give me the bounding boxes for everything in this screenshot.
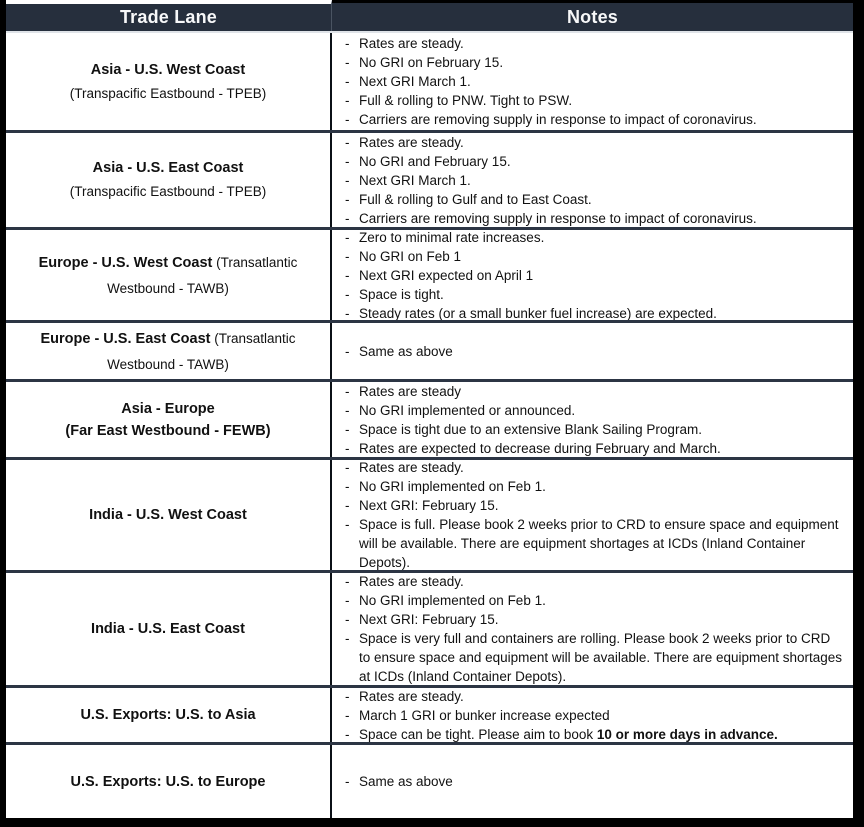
bullet-dash: - [345,574,350,589]
notes-cell [332,573,853,685]
table-row [6,379,853,457]
note-item [345,53,843,72]
bullet-dash: - [345,74,350,89]
note-item [345,304,843,321]
note-item [345,171,843,190]
bullet-dash: - [345,479,350,494]
note-text: Rates are steady [359,383,462,399]
note-text: No GRI and February 15. [359,153,511,169]
lane-subtitle: (Transatlantic Westbound - TAWB) [107,330,296,372]
column-header-notes-label: Notes [566,6,618,27]
lane-name: U.S. Exports: U.S. to Europe [70,773,266,790]
bullet-dash: - [345,498,350,513]
bullet-dash: - [345,726,350,742]
note-text: Same as above [359,774,453,789]
note-text: Steady rates (or a small bunker fuel increase) are expected. [359,305,717,320]
note-text: Space is very full and containers are rolling. Please book 2 weeks prior to CRD to ensure space and equipment will be available. There are equipment shortages at ICDs (Inland Container Depots). [359,631,843,684]
trade-lane-cell [6,745,332,818]
trade-lane-cell [6,382,332,457]
notes-cell [332,230,853,320]
note-item [345,610,843,629]
lane-name: U.S. Exports: U.S. to Asia [80,707,256,723]
note-item [345,266,843,285]
bullet-dash: - [345,440,350,456]
note-item [345,152,843,171]
note-item [345,285,843,304]
notes-list [345,687,843,743]
bullet-dash: - [345,172,350,188]
bullet-dash: - [345,707,350,723]
note-item [345,209,843,228]
note-item [345,496,843,515]
note-item [345,458,843,477]
bullet-dash: - [345,383,350,399]
note-text: Space is tight. [359,286,444,302]
bullet-dash: - [345,210,350,226]
note-text: Carriers are removing supply in response to impact of coronavirus. [359,210,757,226]
lane-name: Europe - U.S. West Coast [38,254,213,271]
bullet-dash: - [345,631,350,646]
bullet-dash: - [345,286,350,302]
note-text: No GRI implemented on Feb 1. [359,593,546,608]
note-text-bold: 10 or more days in advance. [596,726,778,742]
bullet-dash: - [345,55,350,70]
lane-subtitle: (Transpacific Eastbound - TPEB) [69,85,267,101]
note-text: Carriers are removing supply in response to impact of coronavirus. [359,112,757,127]
note-item [345,228,843,247]
note-item [345,342,843,361]
table-row [6,33,853,130]
note-text: No GRI implemented or announced. [359,402,576,418]
note-item [345,629,843,685]
note-text: Rates are expected to decrease during February and March. [359,440,721,456]
lane-title [22,250,314,301]
note-item [345,477,843,496]
note-item [345,420,843,439]
trade-lane-cell [6,573,332,685]
notes-cell [332,323,853,379]
bullet-dash: - [345,248,350,264]
trade-lane-notes-table [6,0,853,818]
note-text: Next GRI: February 15. [359,612,499,627]
notes-cell [332,745,853,818]
column-header-trade-lane [6,0,332,31]
note-text: Full & rolling to PNW. Tight to PSW. [359,93,573,108]
trade-lane-cell [6,460,332,570]
note-text: March 1 GRI or bunker increase expected [359,707,610,723]
notes-list [345,342,843,361]
bullet-dash: - [345,134,350,150]
column-header-notes [332,0,853,31]
note-text: Space can be tight. Please aim to book 10 or more days in advance. [359,726,778,742]
trade-lane-cell [6,323,332,379]
note-text: Rates are steady. [359,574,464,589]
table-row [6,570,853,685]
bullet-dash: - [345,191,350,207]
lane-name: Asia - Europe [121,400,215,417]
note-text: Full & rolling to Gulf and to East Coast. [359,191,592,207]
trade-lane-cell [6,688,332,742]
notes-cell [332,460,853,570]
notes-cell [332,382,853,457]
table-row [6,742,853,818]
table-row [6,320,853,379]
bullet-dash: - [345,421,350,437]
note-text: Space is full. Please book 2 weeks prior to CRD to ensure space and equipment will be available. There are equipment shortages at ICDs (Inland Container Depots). [359,517,839,570]
bullet-dash: - [345,402,350,418]
trade-lane-cell [6,133,332,227]
bullet-dash: - [345,774,350,789]
note-item [345,110,843,129]
bullet-dash: - [345,93,350,108]
note-item [345,725,843,743]
lane-name: India - U.S. West Coast [89,507,247,523]
note-item [345,706,843,725]
note-item [345,515,843,570]
notes-list [345,572,843,685]
trade-lane-cell [6,33,332,130]
notes-list [345,133,843,228]
table-row [6,130,853,227]
note-item [345,190,843,209]
table-row [6,685,853,742]
notes-cell [332,133,853,227]
bullet-dash: - [345,229,350,245]
note-text: Next GRI March 1. [359,172,471,188]
note-text: Same as above [359,343,453,359]
table-row [6,457,853,570]
bullet-dash: - [345,688,350,704]
trade-lane-cell [6,230,332,320]
lane-name: India - U.S. East Coast [91,621,245,637]
note-text: Zero to minimal rate increases. [359,229,545,245]
note-item [345,72,843,91]
bullet-dash: - [345,36,350,51]
lane-name: Europe - U.S. East Coast [40,330,211,347]
note-item [345,133,843,152]
note-text: No GRI on Feb 1 [359,248,462,264]
bullet-dash: - [345,343,350,359]
note-item [345,382,843,401]
note-item [345,91,843,110]
bullet-dash: - [345,112,350,127]
note-item [345,247,843,266]
note-item [345,34,843,53]
note-text: Rates are steady. [359,688,464,704]
table-body [6,33,853,818]
bullet-dash: - [345,593,350,608]
note-text: Space is tight due to an extensive Blank Sailing Program. [359,421,702,437]
lane-name: Asia - U.S. East Coast [92,160,244,176]
note-item [345,687,843,706]
notes-list [345,382,843,458]
column-header-trade-lane-label: Trade Lane [119,7,218,27]
lane-title [22,326,314,377]
bullet-dash: - [345,305,350,320]
note-text: Next GRI March 1. [359,74,471,89]
lane-name: Asia - U.S. West Coast [90,61,246,78]
note-item [345,591,843,610]
notes-list [345,458,843,570]
note-text: No GRI on February 15. [359,55,504,70]
note-text: Next GRI: February 15. [359,498,499,513]
notes-cell [332,33,853,130]
notes-cell [332,688,853,742]
bullet-dash: - [345,517,350,532]
bullet-dash: - [345,267,350,283]
note-item [345,772,843,791]
note-text: Next GRI expected on April 1 [359,267,534,283]
bullet-dash: - [345,612,350,627]
lane-subtitle: (Transatlantic Westbound - TAWB) [107,254,298,296]
bullet-dash: - [345,153,350,169]
table-header [6,0,853,33]
note-text: Rates are steady. [359,460,464,475]
notes-list [345,228,843,321]
note-item [345,439,843,458]
notes-list [345,34,843,129]
lane-subtitle: (Far East Westbound - FEWB) [65,422,271,439]
note-text: Rates are steady. [359,134,464,150]
note-item [345,572,843,591]
note-text: No GRI implemented on Feb 1. [359,479,546,494]
bullet-dash: - [345,460,350,475]
note-item [345,401,843,420]
lane-subtitle: (Transpacific Eastbound - TPEB) [69,184,267,199]
table-row [6,227,853,320]
notes-list [345,772,843,791]
note-text: Rates are steady. [359,36,464,51]
